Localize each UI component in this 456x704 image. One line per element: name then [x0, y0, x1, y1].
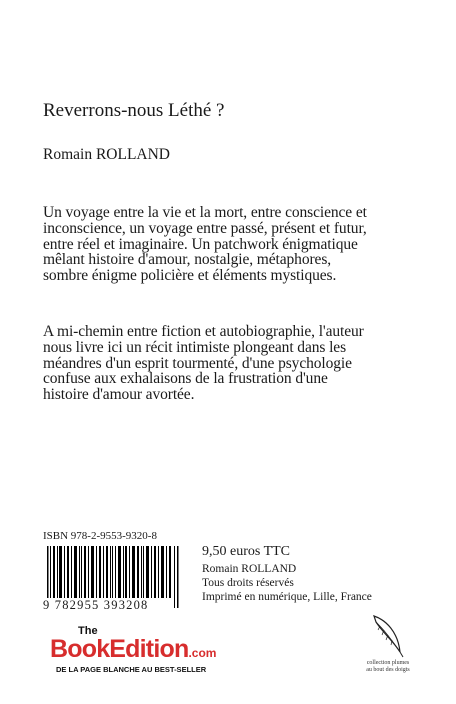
printing-info: Imprimé en numérique, Lille, France — [202, 591, 372, 603]
logo-the: The — [78, 625, 98, 637]
author-name: Romain ROLLAND — [43, 146, 171, 163]
bookedition-logo — [50, 625, 250, 681]
barcode-digits: 9 782955 393208 — [43, 598, 149, 612]
logo-tagline: DE LA PAGE BLANCHE AU BEST-SELLER — [56, 665, 207, 674]
quill-icon — [370, 612, 406, 658]
rights-notice: Tous droits réservés — [202, 577, 294, 589]
publication-info — [202, 562, 372, 604]
collection-label: collection plumes au bout des doigts — [366, 660, 410, 673]
logo-brand: BookEdition.com — [50, 635, 217, 663]
blurb-paragraph-2: A mi-chemin entre fiction et autobiographie, l'auteur nous livre ici un récit intimiste plongeant dans les méandres d'un esprit tourmenté, d'une psychologie confuse aux exhalaisons de la frustration d'une histoire d'amour avortée. — [43, 323, 364, 404]
publisher-name: Romain ROLLAND — [202, 563, 297, 575]
book-title: Reverrons-nous Léthé ? — [43, 100, 225, 121]
blurb-paragraph-1: Un voyage entre la vie et la mort, entre conscience et inconscience, un voyage entre passé, présent et futur, entre réel et imaginaire. Un patchwork énigmatique mêlant histoire d'amour, nostalgie, métaphores, sombre énigme policière et éléments mystiques. — [43, 204, 367, 285]
isbn-label: ISBN 978-2-9553-9320-8 — [43, 530, 157, 542]
price: 9,50 euros TTC — [202, 544, 291, 559]
